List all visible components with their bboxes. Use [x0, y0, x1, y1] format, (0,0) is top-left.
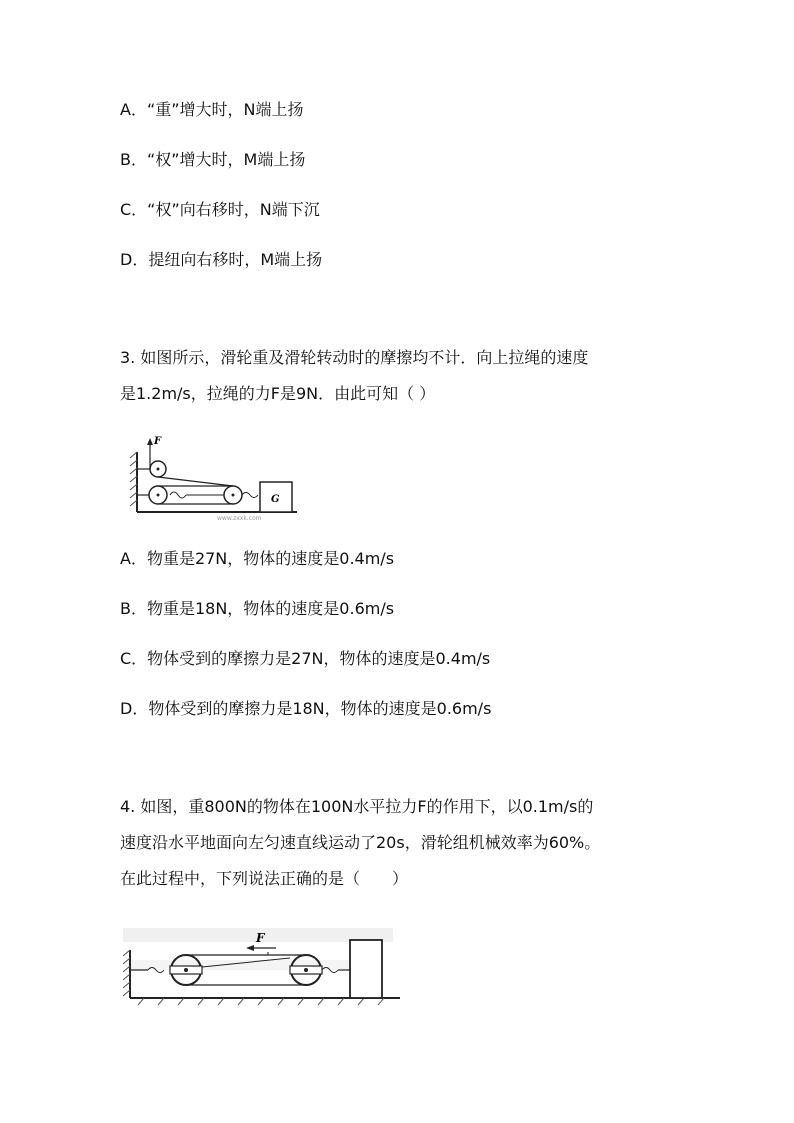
q3-watermark: www.zxxk.com	[217, 515, 262, 522]
q3-option-d: D．物体受到的摩擦力是18N，物体的速度是0.6m/s	[120, 699, 492, 718]
q3-option-b: B．物重是18N，物体的速度是0.6m/s	[120, 599, 395, 618]
q3-pulley-figure	[125, 432, 305, 524]
q3-force-label: F	[154, 436, 162, 447]
q3-stem-line1: 3. 如图所示，滑轮重及滑轮转动时的摩擦均不计．向上拉绳的速度	[120, 348, 589, 367]
q3-stem-line2: 是1.2m/s，拉绳的力F是9N．由此可知（ ）	[120, 384, 436, 403]
q2-option-c: C．“权”向右移时，N端下沉	[120, 200, 320, 219]
q4-stem-line1: 4. 如图，重800N的物体在100N水平拉力F的作用下，以0.1m/s的	[120, 797, 594, 816]
q3-block-label: G	[271, 494, 280, 505]
q4-stem-line2: 速度沿水平地面向左匀速直线运动了20s，滑轮组机械效率为60%。	[120, 833, 601, 852]
q3-option-c: C．物体受到的摩擦力是27N，物体的速度是0.4m/s	[120, 649, 491, 668]
q3-option-a: A．物重是27N，物体的速度是0.4m/s	[120, 549, 395, 568]
q4-pulley-figure	[118, 922, 403, 1012]
q4-stem-line3: 在此过程中，下列说法正确的是（ ）	[120, 869, 409, 888]
q2-option-b: B．“权”增大时，M端上扬	[120, 150, 306, 169]
q2-option-d: D．提纽向右移时，M端上扬	[120, 250, 323, 269]
q4-force-label: F	[256, 931, 265, 945]
q2-option-a: A．“重”增大时，N端上扬	[120, 100, 304, 119]
